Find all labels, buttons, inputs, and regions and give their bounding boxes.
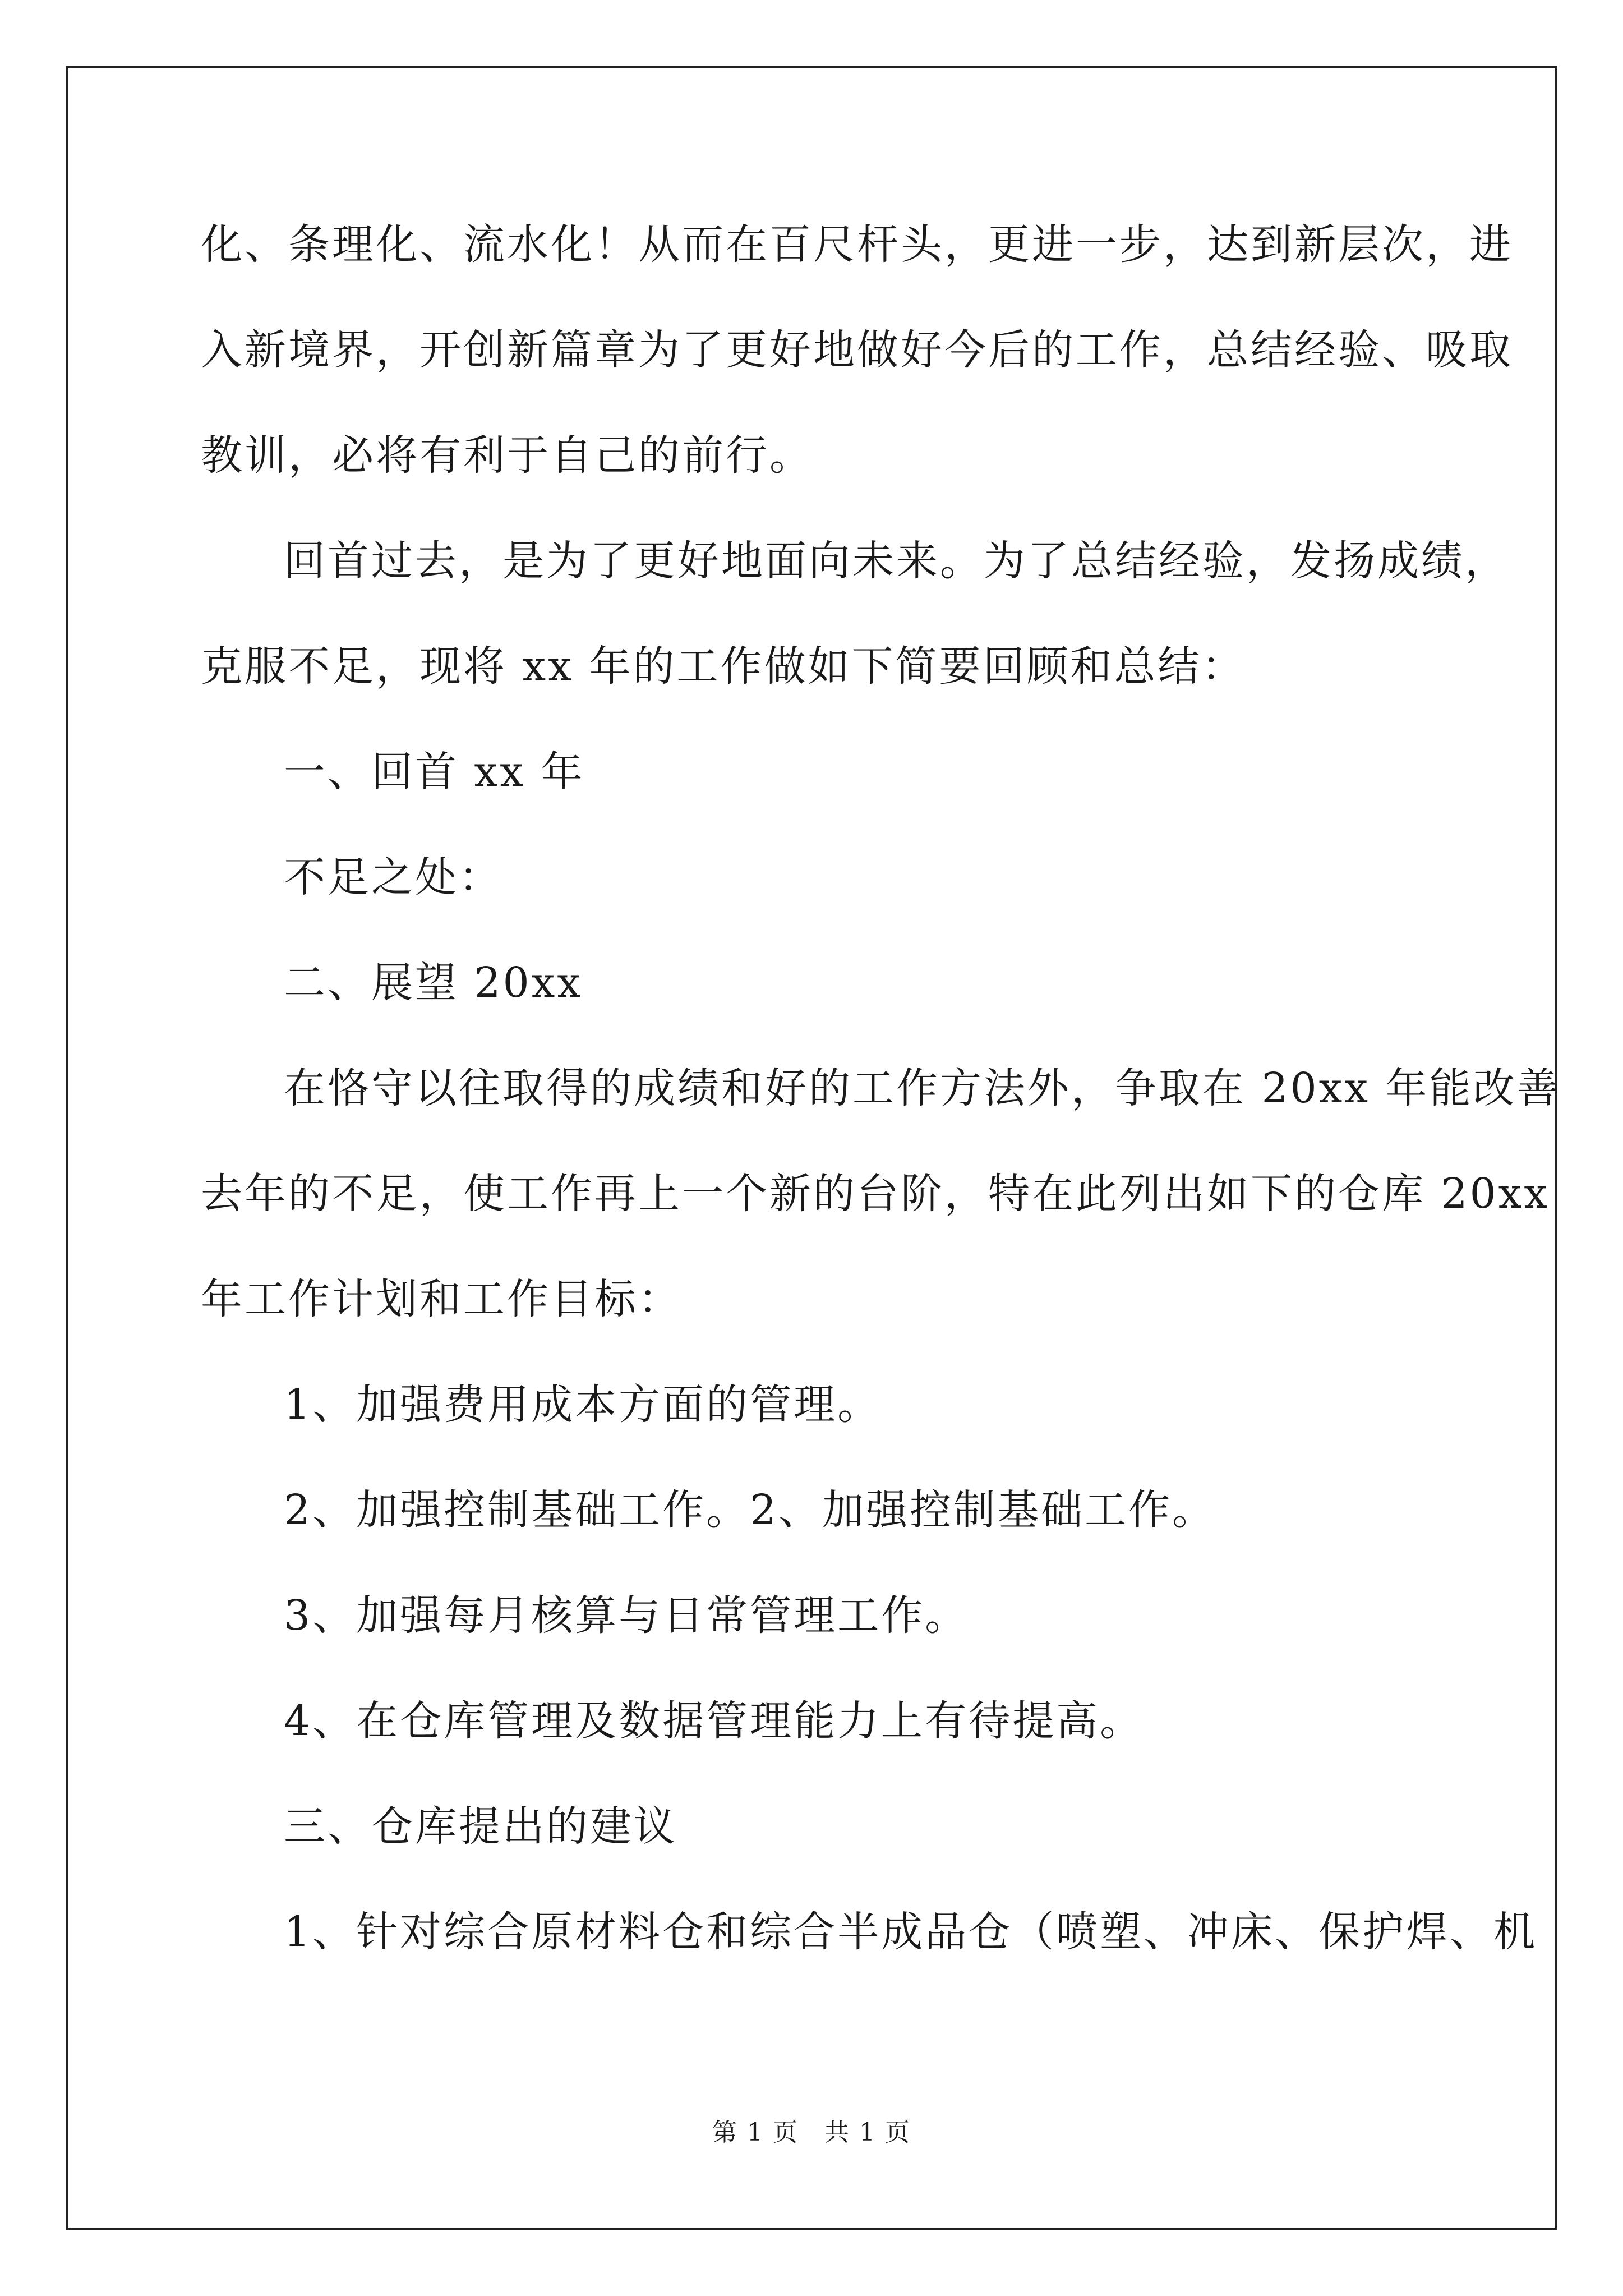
section-heading: 三、仓库提出的建议 xyxy=(284,1802,677,1851)
paragraph-line: 年工作计划和工作目标： xyxy=(201,1275,682,1323)
list-item: 2、加强控制基础工作。2、加强控制基础工作。 xyxy=(284,1486,1216,1534)
paragraph-line: 回首过去，是为了更好地面向未来。为了总结经验，发扬成绩， xyxy=(284,537,1509,585)
page-number-footer: 第 1 页 共 1 页 xyxy=(712,2118,911,2147)
section-heading: 二、展望 20xx xyxy=(284,959,583,1007)
paragraph-line: 克服不足，现将 xx 年的工作做如下简要回顾和总结： xyxy=(201,642,1246,691)
paragraph-line: 入新境界，开创新篇章为了更好地做好今后的工作，总结经验、吸取 xyxy=(201,326,1513,374)
paragraph-line: 在恪守以往取得的成绩和好的工作方法外，争取在 20xx 年能改善 xyxy=(284,1064,1561,1112)
section-heading: 一、回首 xx 年 xyxy=(284,748,585,796)
paragraph-line: 教训，必将有利于自己的前行。 xyxy=(201,431,813,480)
paragraph-line: 化、条理化、流水化！从而在百尺杆头，更进一步，达到新层次，进 xyxy=(201,220,1513,269)
list-item: 1、加强费用成本方面的管理。 xyxy=(284,1381,882,1429)
paragraph-line: 去年的不足，使工作再上一个新的台阶，特在此列出如下的仓库 20xx xyxy=(201,1170,1550,1218)
list-item: 1、针对综合原材料仓和综合半成品仓（喷塑、冲床、保护焊、机 xyxy=(284,1908,1538,1956)
list-item: 4、在仓库管理及数据管理能力上有待提高。 xyxy=(284,1697,1144,1745)
list-item: 3、加强每月核算与日常管理工作。 xyxy=(284,1591,969,1640)
paragraph-line: 不足之处： xyxy=(284,853,502,901)
